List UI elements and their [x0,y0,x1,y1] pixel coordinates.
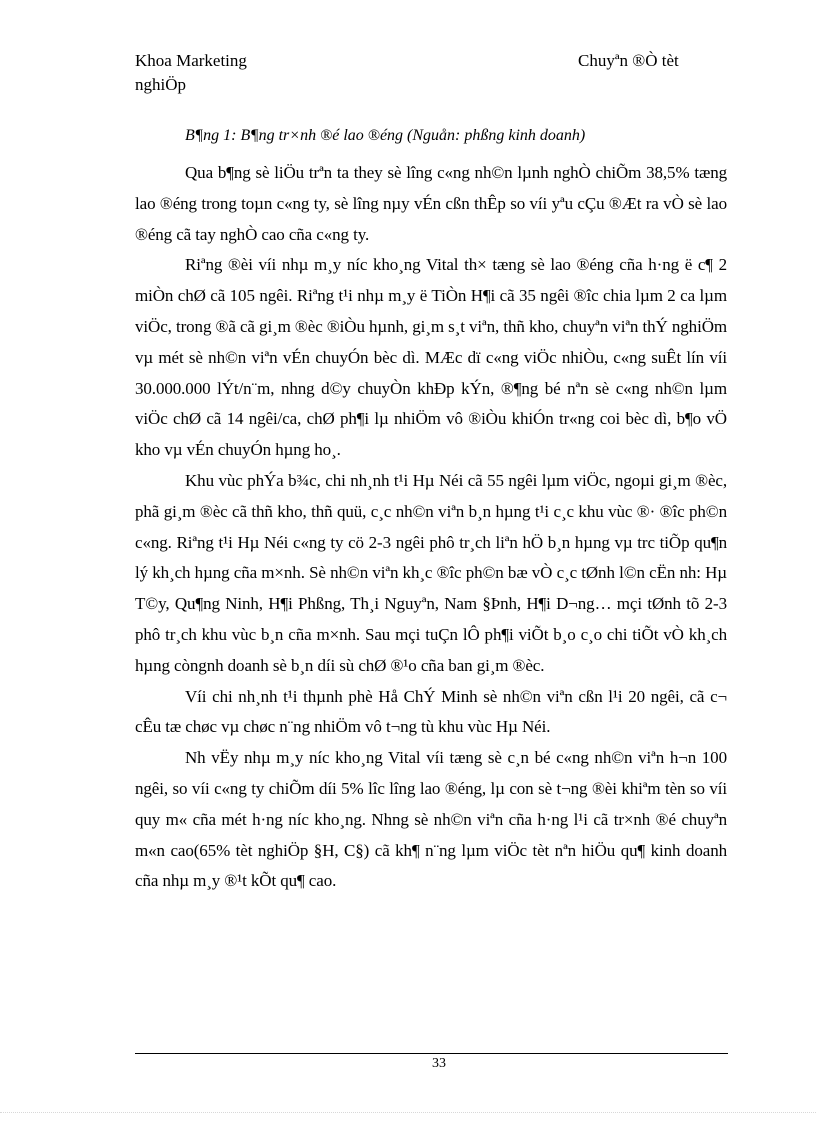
header-department-line1: Khoa Marketing [135,51,247,70]
paragraph: Víi chi nh¸nh t¹i thµnh phè Hå ChÝ Minh sè nh©n viªn cßn l¹i 20 ngêi, cã c¬ cÊu tæ chøc vµ chøc n¨ng nhiÖm vô t¬ng tù khu vùc Hµ Néi. [135,686,727,737]
header-department [135,49,247,97]
paragraph: Riªng ®èi víi nhµ m¸y níc kho¸ng Vital th× tæng sè lao ®éng cña h·ng ë c¶ 2 miÒn chØ cã 105 ngêi. Riªng t¹i nhµ m¸y ë TiÒn H¶i cã 35 ngêi ®îc chia lµm 2 ca lµm viÖc, trong ®ã cã gi¸m ®èc ®iÒu hµnh, gi¸m s¸t viªn, thñ kho, chuyªn viªn thÝ nghiÖm vµ mét sè nh©n viªn vÉn chuyÓn bèc dì. MÆc dï c«ng viÖc nhiÒu, c«ng suÊt lín víi 30.000.000 lÝt/n¨m, nhng d©y chuyÒn khÐp kÝn, ®¶ng bé nªn sè c«ng nh©n lµm viÖc chØ cã 14 ngêi/ca, chØ ph¶i lµ nhiÖm vô ®iÒu khiÓn tr«ng coi bèc dì, b¶o vÖ kho vµ vÉn chuyÓn hµng ho¸. [135,255,727,460]
body-text [135,158,727,897]
paragraph: Nh vËy nhµ m¸y níc kho¸ng Vital víi tæng sè c¸n bé c«ng nh©n viªn h¬n 100 ngêi, so víi c«ng ty chiÕm díi 5% lîc lîng lao ®éng, lµ con sè t¬ng ®èi khiªm tèn so víi quy m« cña mét h·ng níc kho¸ng. Nhng sè nh©n viªn cña h·ng l¹i cã tr×nh ®é chuyªn m«n cao(65% tèt nghiÖp §H, C§) cã kh¶ n¨ng lµm viÖc tèt nªn hiÖu qu¶ kinh doanh cña nhµ m¸y ®¹t kÕt qu¶ cao. [135,748,727,891]
paragraph: Qua b¶ng sè liÖu trªn ta they sè lîng c«ng nh©n lµnh nghÒ chiÕm 38,5% tæng lao ®éng trong toµn c«ng ty, sè lîng nµy vÉn cßn thÊp so víi yªu cÇu ®Æt ra vÒ sè lao ®éng cã tay nghÒ cao cña c«ng ty. [135,163,727,244]
paragraph: Khu vùc phÝa b¾c, chi nh¸nh t¹i Hµ Néi cã 55 ngêi lµm viÖc, ngoµi gi¸m ®èc, phã gi¸m ®èc cã thñ kho, thñ quü, c¸c nh©n viªn b¸n hµng t¹i c¸c khu vùc ®· ®îc ph©n c«ng. Riªng t¹i Hµ Néi c«ng ty cö 2-3 ngêi phô tr¸ch liªn hÖ b¸n hµng vµ trc tiÕp qu¶n lý kh¸ch hµng cña m×nh. Sè nh©n viªn kh¸c ®îc ph©n bæ vÒ c¸c tØnh l©n cËn nh: Hµ T©y, Qu¶ng Ninh, H¶i Phßng, Th¸i Nguyªn, Nam §Þnh, H¶i D¬ng… mçi tØnh tõ 2-3 phô tr¸ch khu vùc b¸n cña m×nh. Sau mçi tuÇn lÔ ph¶i viÕt b¸o c¸o chi tiÕt vÒ kh¸ch hµng còngnh doanh sè b¸n díi sù chØ ®¹o cña ban gi¸m ®èc. [135,470,727,675]
footer-divider [135,1053,728,1054]
page-number: 33 [432,1056,446,1071]
header-department-line2: nghiÖp [135,75,186,94]
table-caption: B¶ng 1: B¶ng tr×nh ®é lao ®éng (Nguån: phßng kinh doanh) [185,127,586,144]
header-document-type: Chuyªn ®Ò tèt [578,51,679,70]
page-bottom-divider [0,1112,816,1113]
